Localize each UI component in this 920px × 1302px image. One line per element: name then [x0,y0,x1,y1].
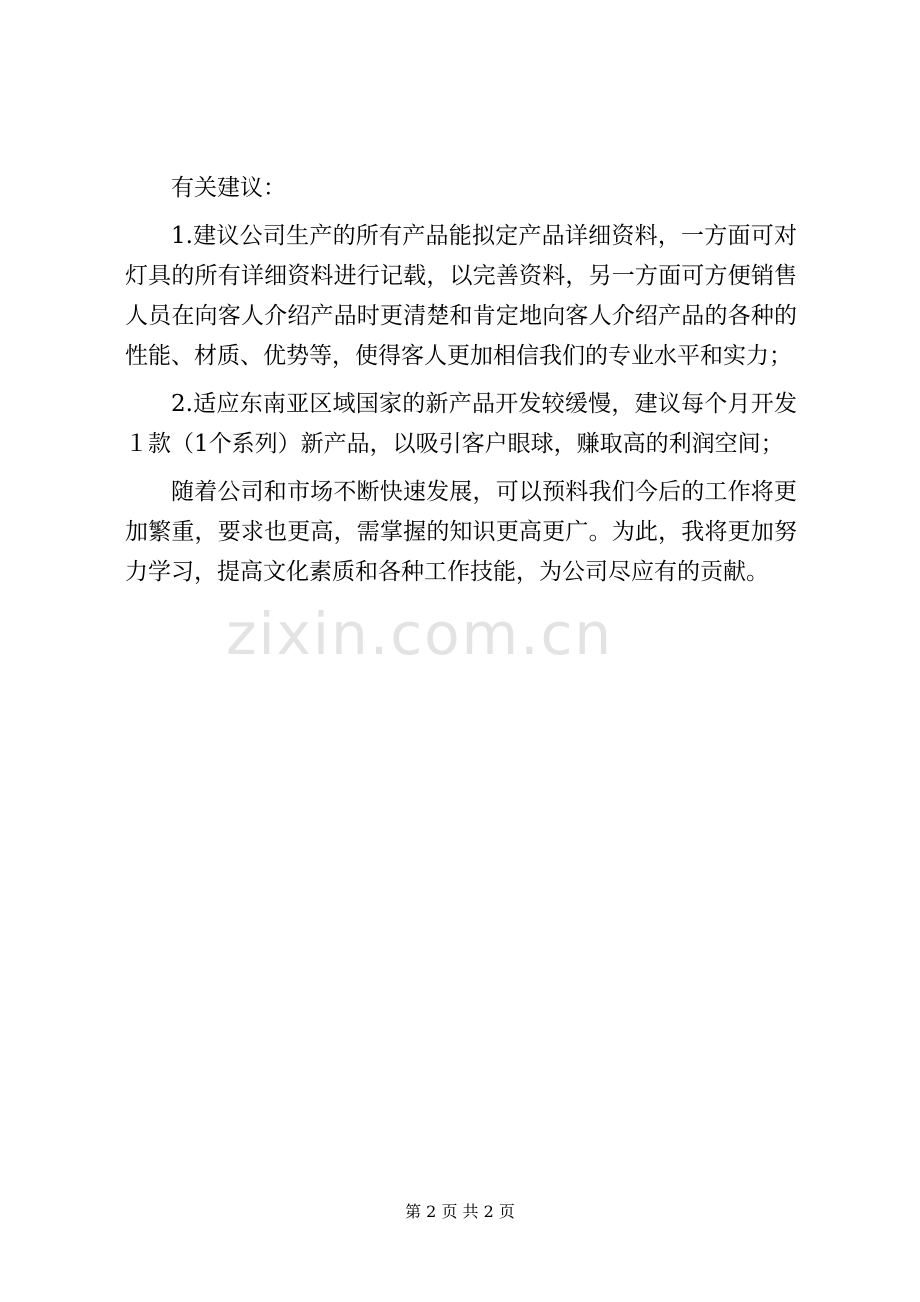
paragraph-conclusion: 随着公司和市场不断快速发展，可以预料我们今后的工作将更加繁重，要求也更高，需掌握的知识更高更广。为此，我将更加努力学习，提高文化素质和各种工作技能，为公司尽应有的贡献。 [125,479,797,585]
page-footer: 第 2 页 共 2 页 [405,1202,515,1221]
paragraph-suggestions-heading: 有关建议： [171,175,286,201]
paragraph-suggestion-1: 1.建议公司生产的所有产品能拟定产品详细资料，一方面可对灯具的所有详细资料进行记载，以完善资料，另一方面可方便销售人员在向客人介绍产品时更清楚和肯定地向客人介绍产品的各种的性能、材质、优势等，使得客人更加相信我们的专业水平和实力； [125,223,797,369]
watermark: zixin.com.cn [226,600,614,668]
paragraph-suggestion-2: 2.适应东南亚区域国家的新产品开发较缓慢，建议每个月开发１款（1个系列）新产品，以吸引客户眼球，赚取高的利润空间； [125,391,797,457]
document-body [125,168,797,600]
